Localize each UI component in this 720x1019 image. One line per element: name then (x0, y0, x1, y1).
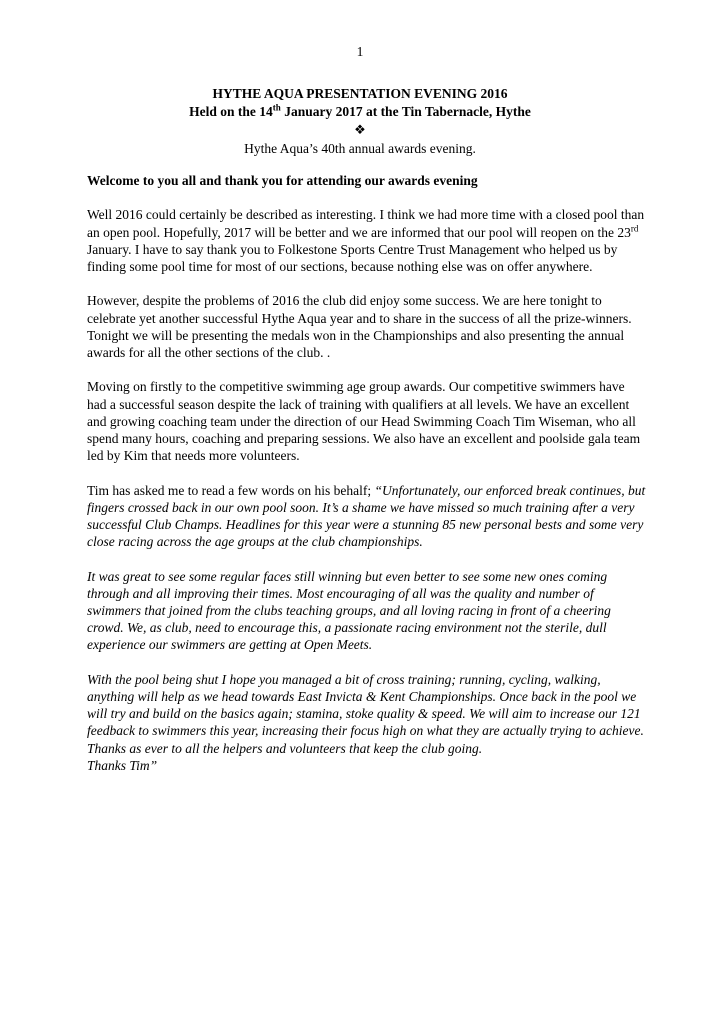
event-date-location (0, 103, 720, 121)
paragraph-intro-text: Well 2016 could certainly be described as interesting. I think we had more time with a closed pool than an open pool. Hopefully, 2017 will be better and we are informed that our pool will reopen on the 23 (87, 207, 645, 240)
paragraph-intro-text-end: January. I have to say thank you to Folkestone Sports Centre Trust Management who helped us by finding some pool time for most of our sections, because nothing else was on offer anywhere. (87, 241, 618, 274)
paragraph-success: However, despite the problems of 2016 the club did enjoy some success. We are here tonight to celebrate yet another successful Hythe Aqua year and to share in the success of all the prize-winners. Tonight we will be presenting the medals won in the Championships and also presenting the annual awards for all the other sections of the club. . (87, 293, 632, 360)
paragraph-intro (87, 206, 647, 275)
diamond-ornament-icon: ❖ (354, 122, 366, 137)
document-subtitle: Hythe Aqua’s 40th annual awards evening. (244, 141, 476, 156)
paragraph-competitive: Moving on firstly to the competitive swimming age group awards. Our competitive swimmers have had a successful season despite the lack of training with qualifiers at all levels. We have an excellent and growing coaching team under the direction of our Head Swimming Coach Tim Wiseman, who all spend many hours, coaching and preparing sessions. We also have an excellent and poolside gala team led by Kim that needs more volunteers. (87, 379, 641, 464)
coach-signoff: Thanks Tim” (87, 757, 158, 773)
document-body (87, 172, 647, 791)
paragraph-coach-quote-3: With the pool being shut I hope you managed a bit of cross training; running, cycling, walking, anything will help as we head towards East Invicta & Kent Championships. Once back in the pool we will try and build on the basics again; stamina, stoke quality & speed. We will aim to increase our 121 feedback to swimmers this year, increasing their focus high on what they are actually trying to achieve. Thanks as ever to all the helpers and volunteers that keep the club going. (87, 671, 644, 756)
held-suffix: January 2017 at the Tin Tabernacle, Hythe (280, 104, 531, 119)
coach-message-quote: “Unfortunately, our enforced break continues, but fingers crossed back in our own pool soon. It’s a shame we have missed so much training after a very successful Club Champs. Headlines for this year were a stunning 85 new personal bests and some very close racing across the age groups at the club championships. (87, 482, 646, 550)
welcome-heading: Welcome to you all and thank you for attending our awards evening (87, 173, 478, 188)
document-title: HYTHE AQUA PRESENTATION EVENING 2016 (212, 86, 508, 101)
document-header (0, 85, 720, 158)
page-number: 1 (356, 44, 364, 59)
paragraph-coach-quote-2: It was great to see some regular faces still winning but even better to see some new ones coming through and all improving their times. Most encouraging of all was the quality and number of swimmers that joined from the clubs teaching groups, and all loving racing in front of a cheering crowd. We, as club, need to encourage this, a passionate racing environment not the sterile, dull experience our swimmers are getting at Open Meets. (87, 568, 611, 653)
held-prefix: Held on the 14 (189, 104, 273, 119)
paragraph-intro-ordinal: rd (630, 223, 639, 234)
paragraph-coach-message (87, 482, 647, 551)
held-ordinal-suffix: th (272, 102, 281, 113)
coach-message-intro: Tim has asked me to read a few words on his behalf; (87, 482, 375, 498)
